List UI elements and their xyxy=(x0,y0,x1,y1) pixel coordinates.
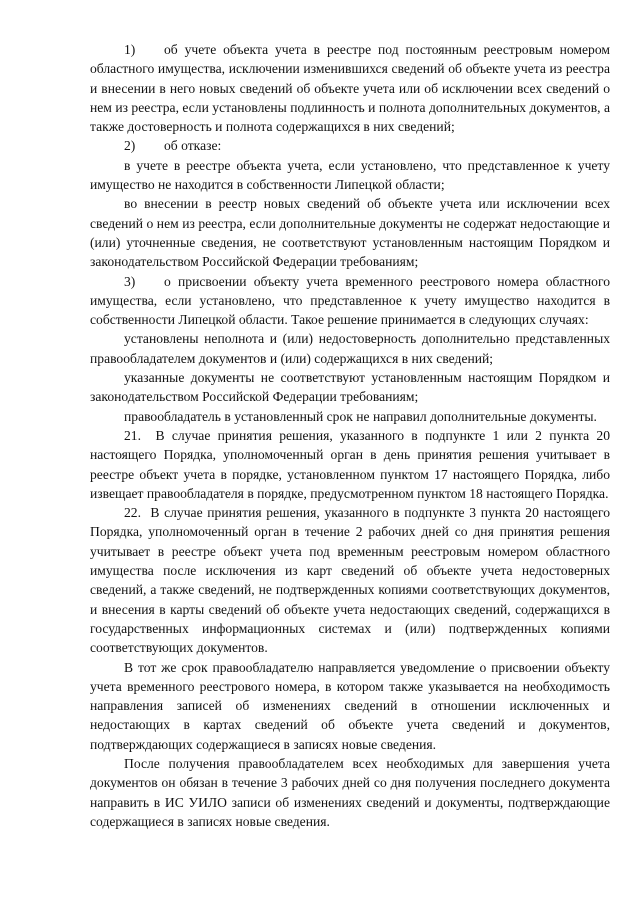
paragraph-case-missed-deadline xyxy=(90,407,610,426)
clause-number: 22. xyxy=(124,505,141,521)
paragraph-text: об отказе: xyxy=(164,138,222,154)
paragraph-clause-22 xyxy=(90,503,610,657)
paragraph-text: во внесении в реестр новых сведений об объекте учета или исключении всех сведений о нем из реестра, если дополнительные документы не содержат недостающие и (или) уточненные сведения, не соответствуют установленным настоящим Порядком и законодательством Российской Федерации требованиям; xyxy=(90,196,610,270)
paragraph-text: В тот же срок правообладателю направляется уведомление о присвоении объекту учета временного реестрового номера, в котором также указывается на необходимость направления записей об изменениях сведений в отношении исключенных и недостающих в картах сведений об объекте учета сведений и документов, подтверждающих содержащиеся в записях новые сведения. xyxy=(90,659,610,752)
item-number: 3) xyxy=(124,273,136,289)
paragraph-notification xyxy=(90,658,610,754)
paragraph-case-noncompliant xyxy=(90,368,610,407)
paragraph-clause-21 xyxy=(90,426,610,503)
paragraph-text: в учете в реестре объекта учета, если установлено, что представленное к учету имущество не находится в собственности Липецкой области; xyxy=(90,157,610,193)
paragraph-refusal-ownership xyxy=(90,156,610,195)
paragraph-text: правообладатель в установленный срок не направил дополнительные документы. xyxy=(124,408,597,424)
clause-number: 21. xyxy=(124,427,141,443)
item-number: 2) xyxy=(124,138,136,154)
paragraph-text: о присвоении объекту учета временного реестрового номера областного имущества, если установлено, что представленное к учету имущество находится в собственности Липецкой области. Такое решение принимается в следующих случаях: xyxy=(90,273,610,328)
paragraph-refusal-changes xyxy=(90,194,610,271)
paragraph-text: указанные документы не соответствуют установленным настоящим Порядком и законодательством Российской Федерации требованиям; xyxy=(90,370,610,405)
paragraph-item-3 xyxy=(90,272,610,330)
paragraph-text: об учете объекта учета в реестре под постоянным реестровым номером областного имущества, исключении изменившихся сведений об объекте учета из реестра и внесении в него новых сведений об объекте учета или об исключении всех сведений о нем из реестра, если установлены подлинность и полнота дополнительных документов, а также достоверность и полнота содержащихся в них сведений; xyxy=(90,42,610,135)
paragraph-text: В случае принятия решения, указанного в подпункте 1 или 2 пункта 20 настоящего Порядка, уполномоченный орган в день принятия решения учитывает в реестре объект учета в порядке, установленном пунктом 17 настоящего Порядка, либо извещает правообладателя в порядке, предусмотренном пунктом 18 настоящего Порядка. xyxy=(90,427,611,501)
paragraph-item-1 xyxy=(90,40,610,136)
paragraph-text: После получения правообладателем всех необходимых для завершения учета документов он обязан в течение 3 рабочих дней со дня получения последнего документа направить в ИС УИЛО записи об изменениях сведений и документы, подтверждающие содержащиеся в записях новые сведения. xyxy=(90,755,610,829)
paragraph-text: установлены неполнота и (или) недостоверность дополнительно представленных правообладателем документов и (или) содержащихся в них сведений; xyxy=(90,331,610,366)
document-page xyxy=(90,40,610,831)
paragraph-after-receipt xyxy=(90,754,610,831)
paragraph-case-incomplete xyxy=(90,329,610,368)
paragraph-text: В случае принятия решения, указанного в подпункте 3 пункта 20 настоящего Порядка, уполномоченный орган в течение 2 рабочих дней со дня принятия решения учитывает в реестре объект учета под временным реестровым номером областного имущества после исключения из карт сведений об объекте учета недостоверных сведений, а также сведений, не подтвержденных копиями соответствующих документов, и внесения в карты сведений об объекте учета недостающих сведений, содержащихся в государственных информационных системах и (или) подтвержденных копиями соответствующих документов. xyxy=(90,505,610,656)
paragraph-item-2 xyxy=(90,136,610,155)
item-number: 1) xyxy=(124,42,136,57)
